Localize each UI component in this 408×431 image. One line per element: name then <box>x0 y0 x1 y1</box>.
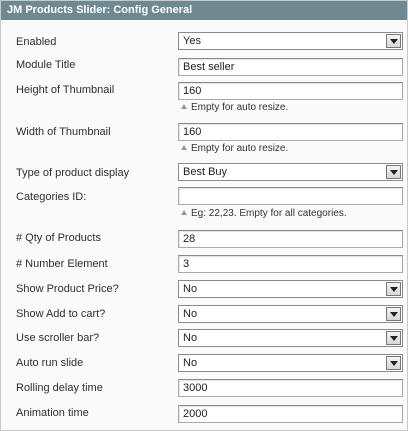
show-price-label: Show Product Price? <box>16 283 119 295</box>
auto-run-select[interactable] <box>178 354 403 372</box>
chevron-down-icon[interactable] <box>386 34 401 48</box>
auto-run-value: No <box>183 357 198 369</box>
scroller-bar-value: No <box>183 332 198 344</box>
enabled-select[interactable] <box>178 32 403 50</box>
rolling-delay-input[interactable]: 3000 <box>178 379 403 397</box>
chevron-down-icon[interactable] <box>386 331 401 345</box>
triangle-up-icon <box>181 145 187 150</box>
chevron-down-icon[interactable] <box>386 282 401 296</box>
show-add-cart-label: Show Add to cart? <box>16 308 106 320</box>
height-thumbnail-input[interactable]: 160 <box>178 82 403 100</box>
enabled-value: Yes <box>183 35 201 47</box>
module-title-input[interactable]: Best seller <box>178 58 403 76</box>
qty-products-label: # Qty of Products <box>16 232 101 244</box>
categories-note: Eg: 22,23. Empty for all categories. <box>181 208 347 219</box>
chevron-down-icon[interactable] <box>386 356 401 370</box>
show-price-select[interactable] <box>178 280 403 298</box>
show-add-cart-select[interactable] <box>178 305 403 323</box>
show-price-value: No <box>183 283 198 295</box>
product-display-label: Type of product display <box>16 167 130 179</box>
categories-label: Categories ID: <box>16 191 87 203</box>
animation-time-input[interactable]: 2000 <box>178 405 403 423</box>
enabled-label: Enabled <box>16 36 57 48</box>
number-element-input[interactable]: 3 <box>178 255 403 273</box>
section-header[interactable]: JM Products Slider: Config General <box>1 1 407 20</box>
product-display-select[interactable] <box>178 163 403 181</box>
rolling-delay-label: Rolling delay time <box>16 382 103 394</box>
chevron-down-icon[interactable] <box>386 307 401 321</box>
height-thumbnail-label: Height of Thumbnail <box>16 84 115 96</box>
categories-input[interactable] <box>178 187 403 205</box>
chevron-down-icon[interactable] <box>386 165 401 179</box>
scroller-bar-label: Use scroller bar? <box>16 332 100 344</box>
height-thumbnail-note: Empty for auto resize. <box>181 102 288 113</box>
show-add-cart-value: No <box>183 308 198 320</box>
animation-time-label: Animation time <box>16 407 89 419</box>
width-thumbnail-note: Empty for auto resize. <box>181 143 288 154</box>
width-thumbnail-label: Width of Thumbnail <box>16 126 111 138</box>
number-element-label: # Number Element <box>16 258 108 270</box>
triangle-up-icon <box>181 104 187 109</box>
auto-run-label: Auto run slide <box>16 357 84 369</box>
scroller-bar-select[interactable] <box>178 329 403 347</box>
qty-products-input[interactable]: 28 <box>178 230 403 248</box>
product-display-value: Best Buy <box>183 166 228 178</box>
triangle-up-icon <box>181 210 187 215</box>
width-thumbnail-input[interactable]: 160 <box>178 123 403 141</box>
module-title-label: Module Title <box>16 59 76 71</box>
